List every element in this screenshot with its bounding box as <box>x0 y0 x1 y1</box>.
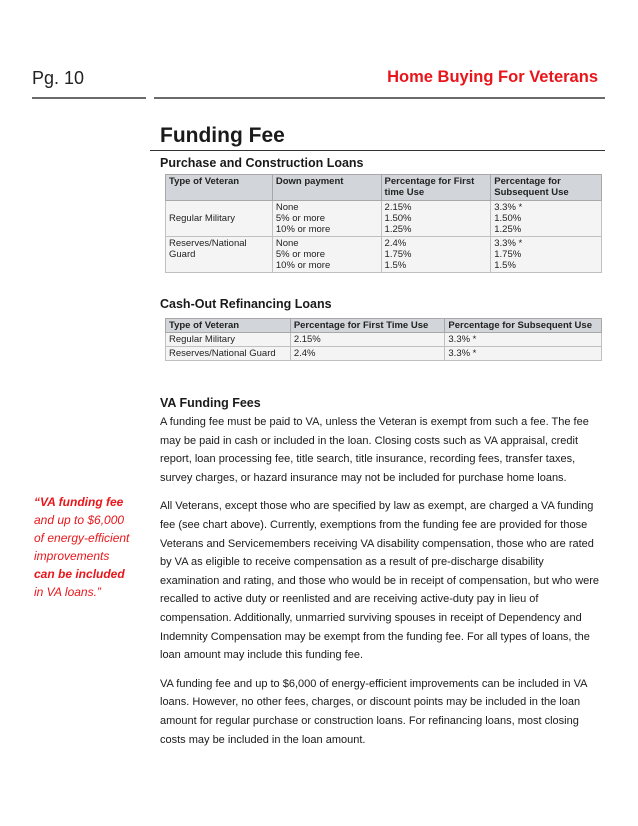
column-header: Type of Veteran <box>166 175 273 201</box>
column-header: Percentage for Subsequent Use <box>445 319 602 333</box>
va-funding-fees-body <box>160 413 606 759</box>
pull-quote-line: “VA funding fee <box>34 495 124 509</box>
pull-quote-line: can be included <box>34 567 125 581</box>
table-header-row <box>166 319 602 333</box>
veteran-type-cell: Reserves/National Guard <box>166 347 291 361</box>
table-row <box>166 201 602 237</box>
subsequent-use-cell: 3.3% * <box>445 333 602 347</box>
cell-value: 1.75% <box>384 249 412 260</box>
column-header: Down payment <box>272 175 381 201</box>
section-title-rule <box>150 150 605 151</box>
column-header: Percentage for Subsequent Use <box>491 175 602 201</box>
first-use-cell <box>381 201 491 237</box>
cashout-loans-table <box>165 318 602 361</box>
body-paragraph: A funding fee must be paid to VA, unless the Veteran is exempt from such a fee. The fee may be paid in cash or included in the loan. Closing costs such as VA appraisal, credit report, loan processing fee, title search, title insurance, recording fees, transfer taxes, survey charges, or hazard insurance may not be included for purchase home loans. <box>160 416 589 484</box>
down-payment-cell <box>272 201 381 237</box>
table-row <box>166 333 602 347</box>
header-rule-right <box>154 97 605 99</box>
body-paragraph: All Veterans, except those who are specified by law as exempt, are charged a VA funding fee (see chart above). Currently, exemptions from the funding fee are provided for those Veterans and Servicemembers receiving VA disability compensation, those who are rated by VA as eligible to receive compensation as a result of pre-discharge disability examination and rating, and those who would be in receipt of compensation, but who were recalled to active duty or reenlisted and are receiving active-duty pay in lieu of compensation. Additionally, unmarried surviving spouses in receipt of Dependency and Indemnity Compensation may be exempt from the funding fee. For all types of loans, the loan amount may include this funding fee. <box>160 500 600 662</box>
down-payment-cell <box>272 237 381 273</box>
cell-value: 1.50% <box>494 213 522 224</box>
cashout-loans-heading: Cash-Out Refinancing Loans <box>160 297 332 311</box>
column-header: Percentage for First Time Use <box>290 319 445 333</box>
pull-quote-line: of energy-efficient <box>34 531 130 545</box>
cell-value: 1.5% <box>384 260 407 271</box>
cell-value: 10% or more <box>275 224 331 235</box>
subsequent-use-cell: 3.3% * <box>445 347 602 361</box>
cell-value: 5% or more <box>275 249 325 260</box>
first-use-cell: 2.15% <box>290 333 445 347</box>
cell-value: 1.5% <box>494 260 516 271</box>
veteran-type-cell: Regular Military <box>166 201 273 237</box>
cell-value: None <box>275 238 299 249</box>
first-use-cell <box>381 237 491 273</box>
veteran-type-cell: Regular Military <box>166 333 291 347</box>
cell-value: 1.25% <box>384 224 412 235</box>
pull-quote-line: in VA loans.” <box>34 585 101 599</box>
cell-value: 1.75% <box>494 249 522 260</box>
table-row <box>166 347 602 361</box>
purchase-loans-heading: Purchase and Construction Loans <box>160 156 364 170</box>
subsequent-use-cell <box>491 201 602 237</box>
cell-value: 5% or more <box>275 213 325 224</box>
cell-value: 1.50% <box>384 213 412 224</box>
cell-value: 1.25% <box>494 224 522 235</box>
purchase-loans-table <box>165 174 602 273</box>
pull-quote-line: and up to $6,000 <box>34 513 125 527</box>
veteran-type-cell: Reserves/National Guard <box>166 237 273 273</box>
header-rule-left <box>32 97 146 99</box>
first-use-cell: 2.4% <box>290 347 445 361</box>
subsequent-use-cell <box>491 237 602 273</box>
body-paragraph: VA funding fee and up to $6,000 of energy-efficient improvements can be included in VA loans. However, no other fees, charges, or discount points may be included in the loan amount for regular purchase or construction loans. For refinancing loans, most closing costs may be included in the loan amount. <box>160 677 587 746</box>
pull-quote-line: improvements <box>34 549 110 563</box>
table-row <box>166 237 602 273</box>
document-title: Home Buying For Veterans <box>387 68 598 86</box>
cell-value: 2.15% <box>384 202 412 213</box>
cell-value: 3.3% * <box>494 202 523 213</box>
va-funding-fees-heading: VA Funding Fees <box>160 396 261 410</box>
cell-value: 2.4% <box>384 238 407 249</box>
column-header: Type of Veteran <box>166 319 291 333</box>
table-header-row <box>166 175 602 201</box>
page-number: Pg. 10 <box>32 68 85 88</box>
column-header: Percentage for First time Use <box>381 175 491 201</box>
pull-quote <box>34 493 146 601</box>
cell-value: 3.3% * <box>494 238 523 249</box>
cell-value: 10% or more <box>275 260 331 271</box>
cell-value: None <box>275 202 299 213</box>
section-title: Funding Fee <box>160 124 285 147</box>
